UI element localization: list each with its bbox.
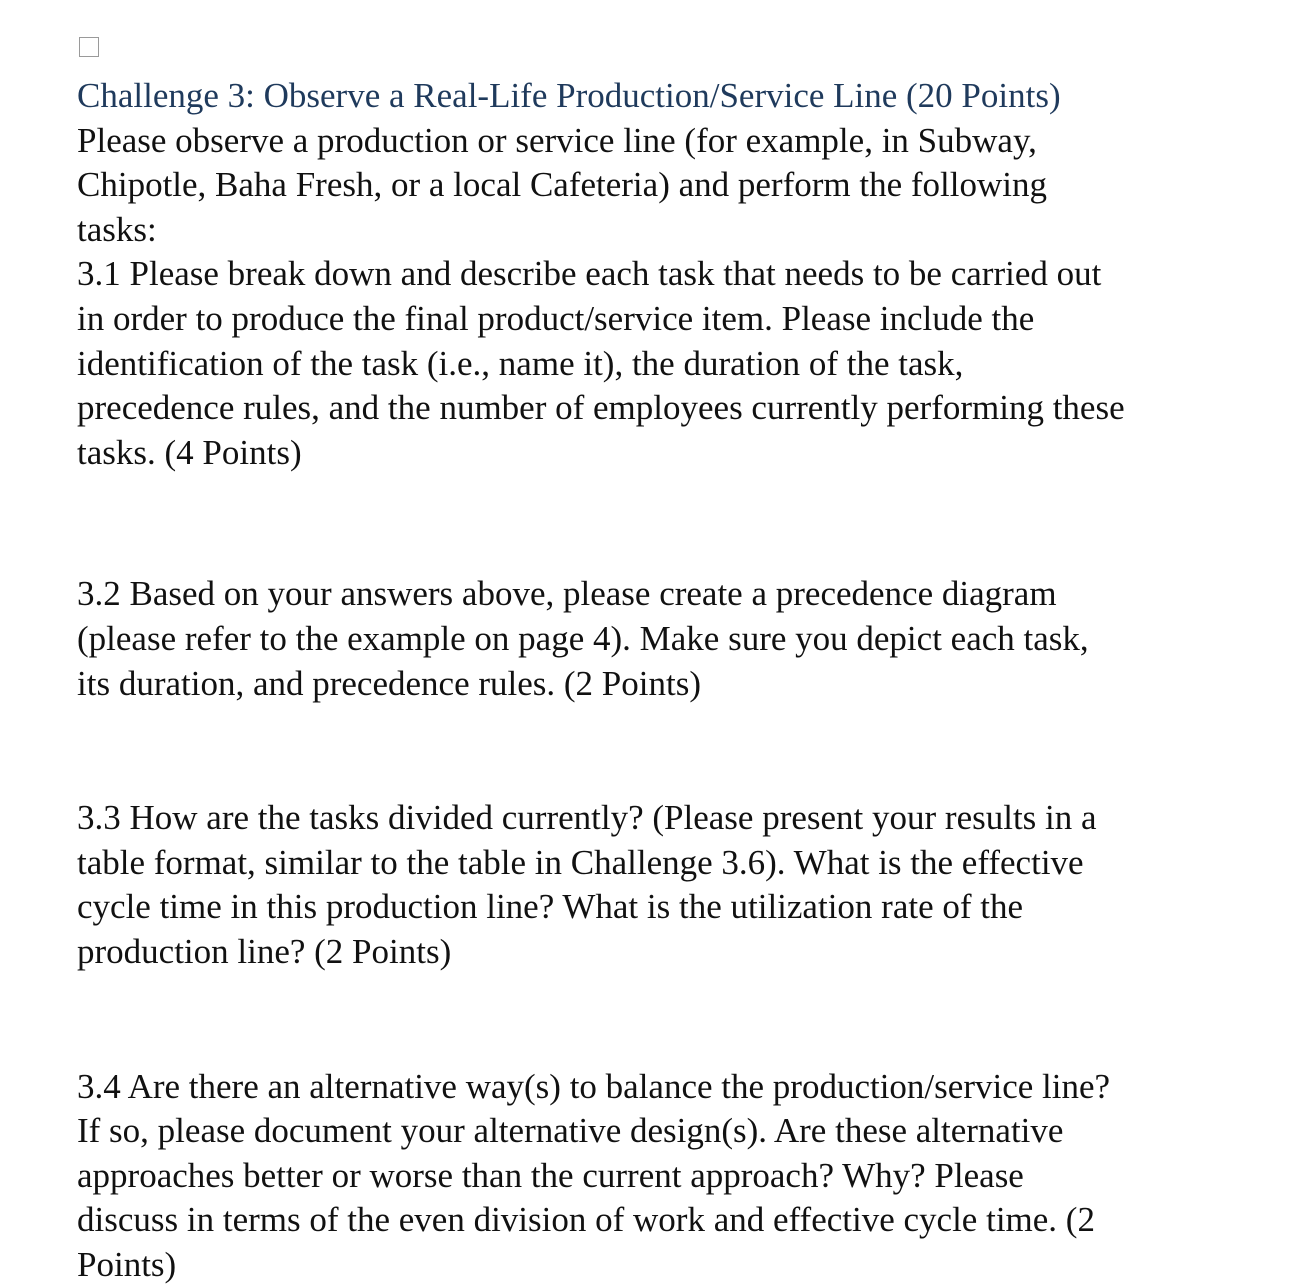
- answer-space: [77, 975, 1267, 1065]
- task-3-2: [77, 572, 1267, 706]
- task-line: in order to produce the final product/service item. Please include the: [77, 297, 1267, 342]
- task-line: its duration, and precedence rules. (2 Points): [77, 662, 1267, 707]
- checkbox[interactable]: [79, 37, 99, 57]
- intro-line: Please observe a production or service line (for example, in Subway,: [77, 119, 1267, 164]
- task-3-4: [77, 1065, 1267, 1287]
- task-line: identification of the task (i.e., name it), the duration of the task,: [77, 342, 1267, 387]
- answer-space: [77, 706, 1267, 796]
- task-line: 3.1 Please break down and describe each task that needs to be carried out: [77, 252, 1267, 297]
- task-3-1: [77, 252, 1267, 475]
- answer-space: [77, 475, 1267, 572]
- task-line: table format, similar to the table in Challenge 3.6). What is the effective: [77, 841, 1267, 886]
- task-line: (please refer to the example on page 4). Make sure you depict each task,: [77, 617, 1267, 662]
- intro-line: Chipotle, Baha Fresh, or a local Cafeteria) and perform the following: [77, 163, 1267, 208]
- challenge-intro: [77, 119, 1267, 253]
- task-line: production line? (2 Points): [77, 930, 1267, 975]
- task-line: cycle time in this production line? What is the utilization rate of the: [77, 885, 1267, 930]
- task-line: 3.2 Based on your answers above, please create a precedence diagram: [77, 572, 1267, 617]
- task-line: Points): [77, 1243, 1267, 1287]
- task-line: If so, please document your alternative design(s). Are these alternative: [77, 1109, 1267, 1154]
- task-line: 3.3 How are the tasks divided currently? (Please present your results in a: [77, 796, 1267, 841]
- intro-line: tasks:: [77, 208, 1267, 253]
- task-line: precedence rules, and the number of employees currently performing these: [77, 386, 1267, 431]
- task-line: discuss in terms of the even division of work and effective cycle time. (2: [77, 1198, 1267, 1243]
- task-line: approaches better or worse than the current approach? Why? Please: [77, 1154, 1267, 1199]
- challenge-heading: Challenge 3: Observe a Real-Life Production/Service Line (20 Points): [77, 74, 1267, 119]
- task-3-3: [77, 796, 1267, 974]
- document-body: [77, 74, 1267, 1287]
- task-line: 3.4 Are there an alternative way(s) to balance the production/service line?: [77, 1065, 1267, 1110]
- task-line: tasks. (4 Points): [77, 431, 1267, 476]
